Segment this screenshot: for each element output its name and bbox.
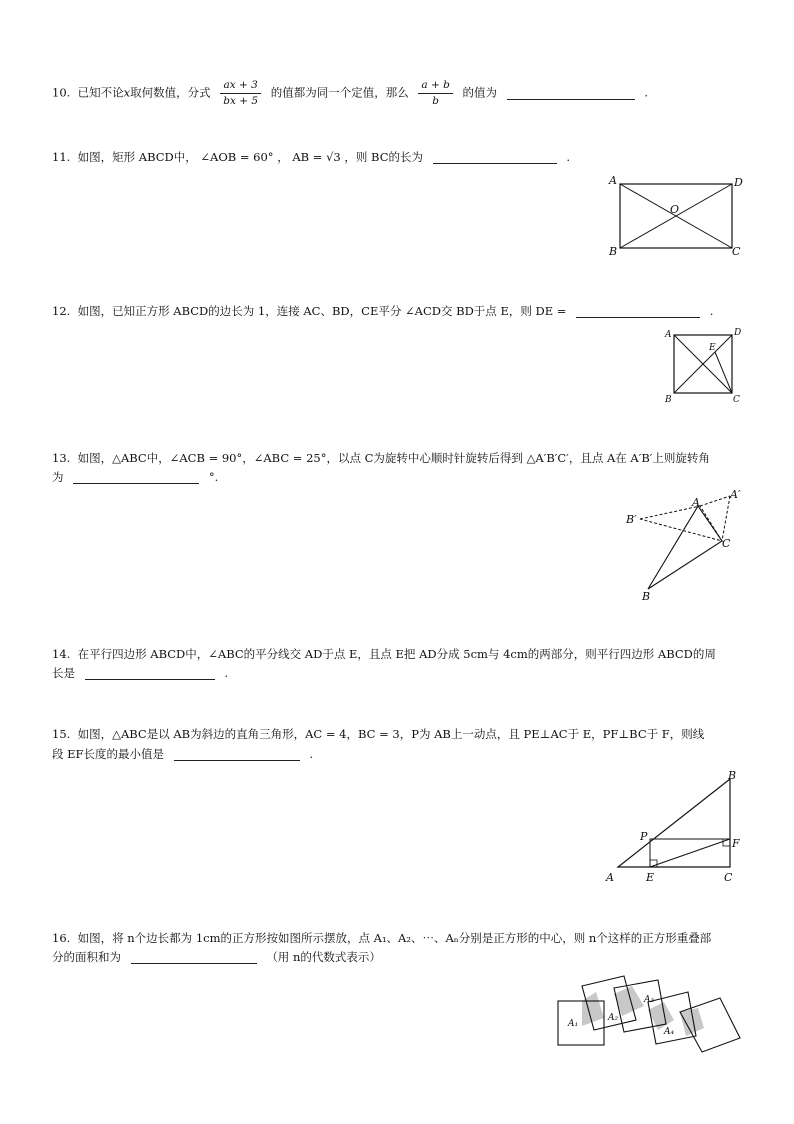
answer-blank[interactable] <box>507 85 635 100</box>
segment-a-a1 <box>700 496 730 506</box>
question-number: 16. <box>52 931 71 945</box>
question-text: 如图，△ABC中，∠ACB = 90°，∠ABC = 25°，以点 C为旋转中心顺时针旋转后得到 △A′B′C′，且点 A在 A′B′上则旋转角 <box>77 451 710 465</box>
variable-x: x <box>123 85 131 100</box>
period: . <box>566 150 570 164</box>
question-text: 如图，将 n个边长都为 1cm的正方形按如图所示摆放，点 A₁、A₂、⋯、Aₙ分别是正方形的中心，则 n个这样的正方形重叠部 <box>77 931 712 945</box>
label-b: B <box>609 245 618 258</box>
figure-overlapping-squares <box>552 968 752 1058</box>
label-e: E <box>646 871 655 884</box>
label-b: B <box>665 395 672 405</box>
question-text: （用 n的代数式表示） <box>266 950 381 964</box>
period: . <box>224 666 228 680</box>
question-text: 取何数值，分式 <box>130 85 211 100</box>
question-text: 如图，△ABC是以 AB为斜边的直角三角形，AC = 4，BC = 3，P为 AB上一动点，且 PE⊥AC于 E，PF⊥BC于 F，则线 <box>77 727 705 741</box>
fraction-ax3-bx5 <box>220 78 261 109</box>
label-c: C <box>724 871 733 884</box>
triangle-abc <box>648 506 722 589</box>
period: . <box>709 304 714 318</box>
fraction-denominator: b <box>432 95 439 107</box>
label-a: A <box>609 174 617 187</box>
question-11 <box>52 146 570 168</box>
question-16-line2 <box>52 946 381 968</box>
question-text: 如图，已知正方形 ABCD的边长为 1，连接 AC、BD，CE平分 ∠ACD交 BD于点 E，则 DE = <box>77 304 567 318</box>
question-text: 的值为 <box>462 85 497 100</box>
period: . <box>644 85 648 100</box>
figure-rotation-triangle <box>618 486 758 604</box>
question-number: 14. <box>52 647 71 661</box>
answer-blank[interactable] <box>131 949 257 964</box>
label-a1: A₁ <box>568 1019 579 1029</box>
segment-ef <box>650 839 730 867</box>
label-c: C <box>733 395 740 405</box>
question-number: 11. <box>52 150 71 164</box>
question-text: 段 EF长度的最小值是 <box>52 747 165 761</box>
question-13-line2 <box>52 466 218 488</box>
question-text: 如图，矩形 ABCD中， ∠AOB = 60° ， AB = √3 ，则 BC的长为 <box>77 150 423 164</box>
label-a3: A₃ <box>644 995 655 1005</box>
answer-blank[interactable] <box>433 149 557 164</box>
period: . <box>309 747 313 761</box>
label-o: O <box>670 203 680 216</box>
question-10 <box>52 78 648 109</box>
answer-blank[interactable] <box>73 469 199 484</box>
question-number: 12. <box>52 304 71 318</box>
degree-period: °. <box>208 470 219 484</box>
fraction-numerator: ax + 3 <box>220 78 260 94</box>
question-number: 15. <box>52 727 71 741</box>
fraction-numerator: a + b <box>418 78 452 94</box>
question-12 <box>52 300 713 322</box>
label-b: B <box>728 769 737 782</box>
label-e: E <box>709 343 716 353</box>
label-f: F <box>732 837 740 850</box>
label-a: A <box>606 871 614 884</box>
question-number: 13. <box>52 451 71 465</box>
question-text: 已知不论 <box>77 85 124 100</box>
label-c: C <box>722 537 731 550</box>
label-a: A <box>665 330 672 340</box>
fraction-denominator: bx + 5 <box>223 95 259 107</box>
question-15-line2 <box>52 743 313 765</box>
question-text: 在平行四边形 ABCD中，∠ABC的平分线交 AD于点 E，且点 E把 AD分成 5cm与 4cm的两部分，则平行四边形 ABCD的周 <box>77 647 716 661</box>
label-a: A <box>692 496 700 509</box>
segment-a1-c <box>722 496 730 541</box>
answer-blank[interactable] <box>85 665 215 680</box>
triangle-abc <box>618 779 730 867</box>
label-d: D <box>734 328 742 338</box>
figure-square-abcd <box>660 325 750 407</box>
overlap-region-2 <box>614 986 644 1016</box>
answer-blank[interactable] <box>174 746 300 761</box>
figure-rectangle-abcd <box>600 172 750 262</box>
label-b: B <box>642 590 651 603</box>
answer-blank[interactable] <box>576 303 700 318</box>
question-text: 的值都为同一个定值，那么 <box>270 85 409 100</box>
question-text: 为 <box>52 470 64 484</box>
label-a4: A₄ <box>664 1027 675 1037</box>
label-b-prime: B′ <box>626 513 637 526</box>
question-text: 分的面积和为 <box>52 950 121 964</box>
question-text: 长是 <box>52 666 75 680</box>
label-a-prime: A′ <box>730 488 741 501</box>
bisector-ce <box>715 352 732 393</box>
question-number: 10. <box>52 85 71 100</box>
figure-right-triangle-abc <box>604 765 754 887</box>
label-c: C <box>732 245 741 258</box>
question-15 <box>52 723 704 745</box>
fraction-ab-b <box>418 78 452 109</box>
label-p: P <box>640 830 648 843</box>
label-d: D <box>734 176 743 189</box>
question-14-line2 <box>52 662 228 684</box>
overlap-region-3 <box>648 1002 674 1030</box>
label-a2: A₂ <box>608 1013 619 1023</box>
